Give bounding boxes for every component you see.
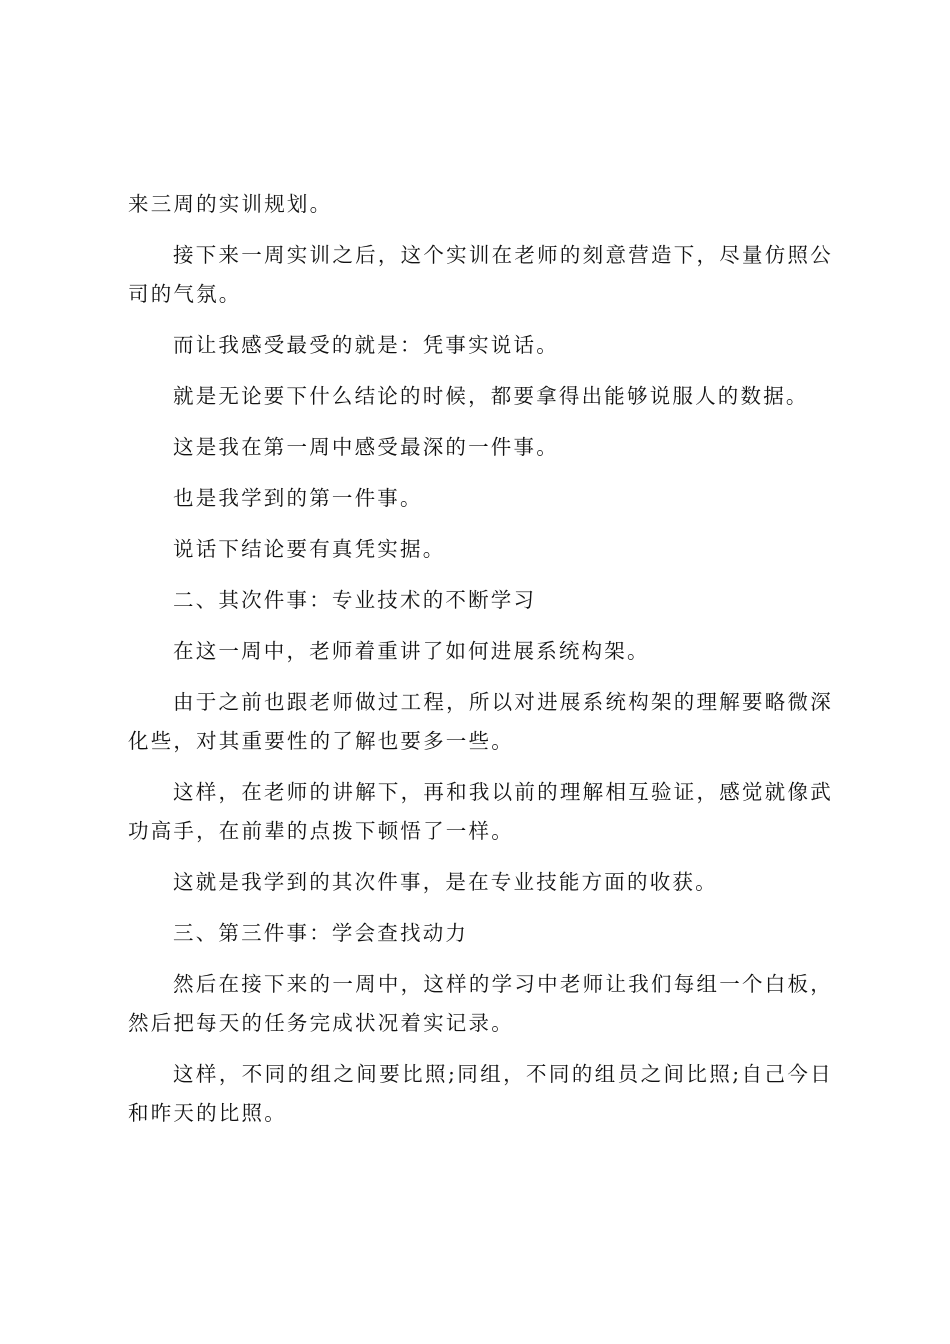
paragraph-2: 接下来一周实训之后，这个实训在老师的刻意营造下，尽量仿照公司的气氛。 <box>128 243 833 306</box>
paragraph-1: 来三周的实训规划。 <box>128 192 333 216</box>
paragraph-7: 说话下结论要有真凭实据。 <box>173 537 446 561</box>
paragraph-15: 这样，不同的组之间要比照;同组，不同的组员之间比照;自己今日和昨天的比照。 <box>128 1062 833 1125</box>
paragraph-14: 然后在接下来的一周中，这样的学习中老师让我们每组一个白板，然后把每天的任务完成状况着实记录。 <box>128 972 833 1035</box>
paragraph-10: 由于之前也跟老师做过工程，所以对进展系统构架的理解要略微深化些，对其重要性的了解也要多一些。 <box>128 690 833 753</box>
paragraph-12: 这就是我学到的其次件事，是在专业技能方面的收获。 <box>173 870 718 894</box>
paragraph-5: 这是我在第一周中感受最深的一件事。 <box>173 435 559 459</box>
section-heading-2: 二、其次件事：专业技术的不断学习 <box>173 588 537 612</box>
paragraph-4: 就是无论要下什么结论的时候，都要拿得出能够说服人的数据。 <box>173 384 809 408</box>
document-body <box>128 185 833 1145</box>
paragraph-3: 而让我感受最受的就是：凭事实说话。 <box>173 333 559 357</box>
paragraph-9: 在这一周中，老师着重讲了如何进展系统构架。 <box>173 639 650 663</box>
paragraph-6: 也是我学到的第一件事。 <box>173 486 423 510</box>
paragraph-11: 这样，在老师的讲解下，再和我以前的理解相互验证，感觉就像武功高手，在前辈的点拨下顿悟了一样。 <box>128 780 833 843</box>
section-heading-3: 三、第三件事：学会查找动力 <box>173 921 469 945</box>
